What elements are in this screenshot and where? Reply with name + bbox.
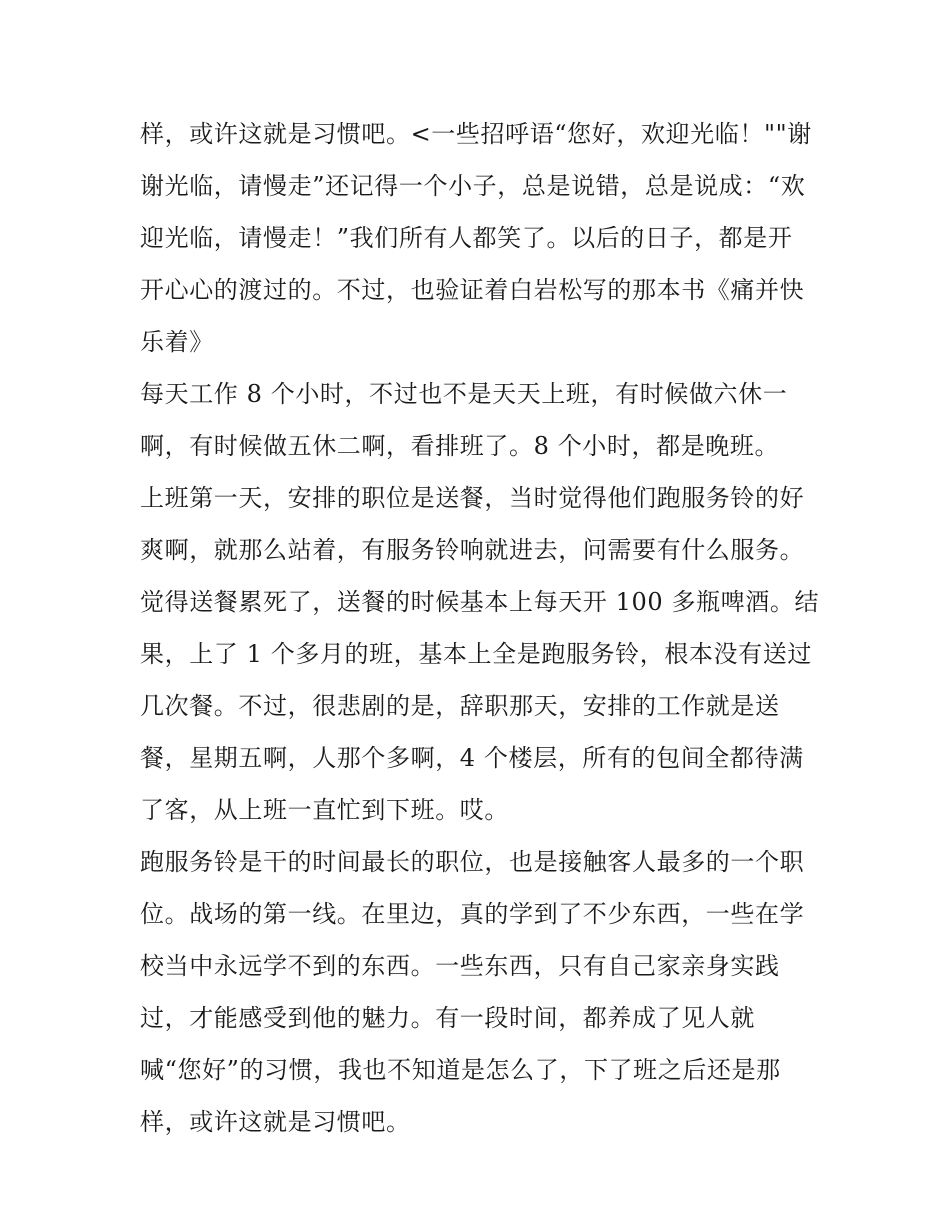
- text-line: 谢光临，请慢走”还记得一个小子，总是说错，总是说成：“欢: [140, 172, 806, 200]
- text-line: 啊，有时候做五休二啊，看排班了。8 个小时，都是晚班。: [140, 432, 780, 460]
- text-line: 跑服务铃是干的时间最长的职位，也是接触客人最多的一个职: [140, 848, 805, 876]
- text-line: 觉得送餐累死了，送餐的时候基本上每天开 100 多瓶啤酒。结: [140, 588, 820, 616]
- text-line: 餐，星期五啊，人那个多啊，4 个楼层，所有的包间全都待满: [140, 744, 804, 772]
- text-line: 果，上了 1 个多月的班，基本上全是跑服务铃，根本没有送过: [140, 640, 812, 668]
- text-line: 爽啊，就那么站着，有服务铃响就进去，问需要有什么服务。: [140, 536, 805, 564]
- text-line: 几次餐。不过，很悲剧的是，辞职那天，安排的工作就是送: [140, 692, 780, 720]
- text-line: 开心心的渡过的。不过，也验证着白岩松写的那本书《痛并快: [140, 276, 805, 304]
- text-line: 样，或许这就是习惯吧。<一些招呼语“您好，欢迎光临！""谢: [140, 120, 812, 148]
- text-line: 过，才能感受到他的魅力。有一段时间，都养成了见人就: [140, 1004, 755, 1032]
- text-line: 迎光临，请慢走！”我们所有人都笑了。以后的日子，都是开: [140, 224, 793, 252]
- text-line: 每天工作 8 个小时，不过也不是天天上班，有时候做六休一: [140, 380, 788, 408]
- text-line: 喊“您好”的习惯，我也不知道是怎么了，下了班之后还是那: [140, 1056, 781, 1084]
- text-line: 上班第一天，安排的职位是送餐，当时觉得他们跑服务铃的好: [140, 484, 805, 512]
- text-line: 样，或许这就是习惯吧。: [140, 1108, 411, 1136]
- text-line: 了客，从上班一直忙到下班。哎。: [140, 796, 509, 824]
- text-line: 乐着》: [140, 328, 214, 356]
- text-line: 位。战场的第一线。在里边，真的学到了不少东西，一些在学: [140, 900, 805, 928]
- document-body: [140, 108, 820, 1148]
- text-line: 校当中永远学不到的东西。一些东西，只有自己家亲身实践: [140, 952, 780, 980]
